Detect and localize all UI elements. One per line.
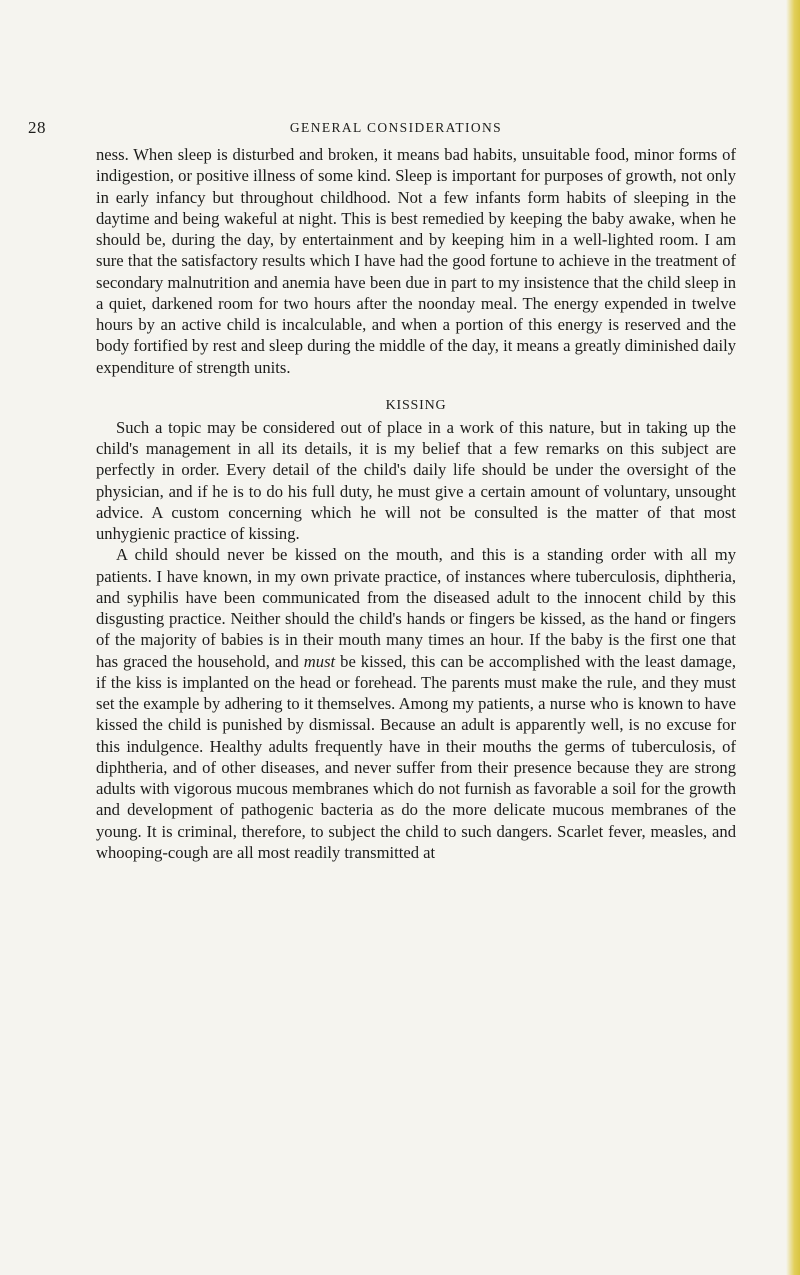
paragraph-text-part2: be kissed, this can be accomplished with the least damage, if the kiss is implanted on the head or forehead. The parents must make the rule, and they must set the example by adhering to it themselves. Among my patients, a nurse who is known to have kissed the child is punished by dismissal. Because an adult is apparently well, is no excuse for this indulgence. Healthy adults frequently have in their mouths the germs of tuberculosis, of diphtheria, and of other diseases, and never suffer from their presence because they are strong adults with vigorous mucous membranes which do not furnish as favorable a soil for the growth and development of pathogenic bacteria as do the more delicate mucous membranes of the young. It is criminal, therefore, to subject the child to such dangers. Scarlet fever, measles, and whooping-cough are all most readily transmitted at: [96, 651, 736, 862]
page-edge: [786, 0, 800, 1275]
paragraph-sleep: ness. When sleep is disturbed and broken, it means bad habits, unsuitable food, minor forms of indigestion, or positive illness of some kind. Sleep is important for purposes of growth, not only in early infancy but throughout childhood. Not a few infants form habits of sleeping in the daytime and being wakeful at night. This is best remedied by keeping the baby awake, when he should be, during the day, by entertainment and by keeping him in a well-lighted room. I am sure that the satisfactory results which I have had the good fortune to achieve in the treatment of secondary malnutrition and anemia have been due in part to my insistence that the child sleep in a quiet, darkened room for two hours after the noonday meal. The energy expended in twelve hours by an active child is incalculable, and when a portion of this energy is reserved and the body fortified by rest and sleep during the middle of the day, it means a greatly diminished daily expenditure of strength units.: [96, 145, 736, 377]
page-header: [28, 118, 748, 142]
page-number: 28: [28, 118, 46, 137]
paragraph-kissing-rules: [96, 544, 736, 863]
paragraph-text-part1: A child should never be kissed on the mouth, and this is a standing order with all my patients. I have known, in my own private practice, of instances where tuberculosis, diphtheria, and syphilis have been communicated from the diseased adult to the innocent child by this disgusting practice. Neither should the child's hands or fingers be kissed, as the hand or fingers of the majority of babies is in their mouth many times an hour. If the baby is the first one that has graced the household, and: [96, 545, 736, 671]
running-head: GENERAL CONSIDERATIONS: [289, 120, 503, 135]
section-heading-kissing: KISSING: [385, 397, 447, 413]
paragraph-kissing-intro: Such a topic may be considered out of place in a work of this nature, but in taking up the child's management in all its details, it is my belief that a few remarks on this subject are perfectly in order. Every detail of the child's daily life should be under the oversight of the physician, and if he is to do his full duty, he must give a certain amount of voluntary, unsought advice. A custom concerning which he will not be consulted is the matter of that most unhygienic practice of kissing.: [96, 417, 736, 543]
emphasized-word: must: [303, 651, 336, 671]
page-body: [96, 144, 736, 863]
